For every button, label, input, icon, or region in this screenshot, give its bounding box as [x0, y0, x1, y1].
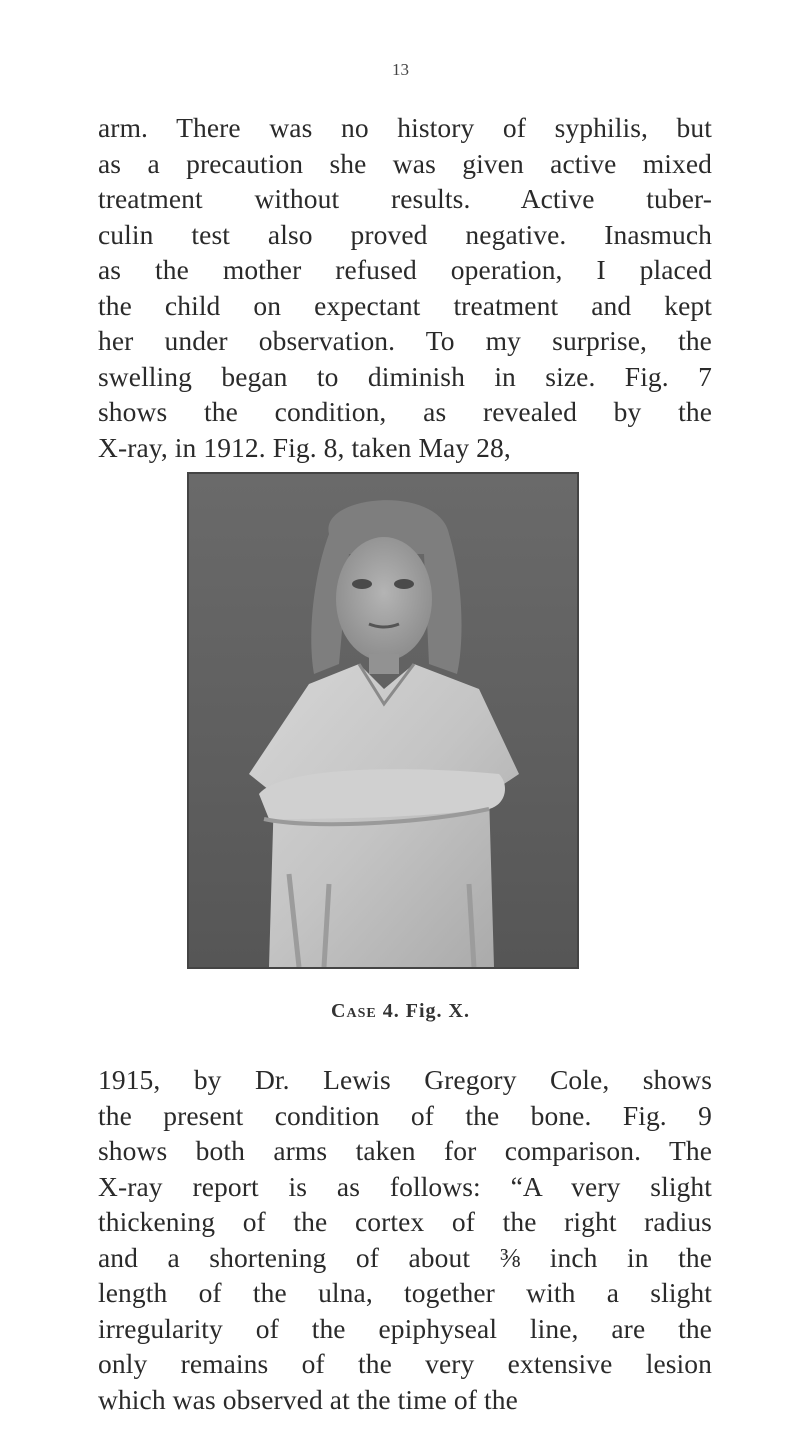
text-line: as a precaution she was given active mixed	[98, 147, 712, 179]
text-line: arm. There was no history of syphilis, but	[98, 112, 712, 143]
text-line: only remains of the very extensive lesion	[98, 1348, 712, 1379]
text-line: irregularity of the epiphyseal line, are the	[98, 1312, 712, 1344]
text-line: length of the ulna, together with a slight	[98, 1277, 712, 1308]
text-line: X-ray, in 1912. Fig. 8, taken May 28,	[98, 431, 511, 463]
text-line: the child on expectant treatment and kept	[98, 289, 712, 321]
text-line: as the mother refused operation, I placed	[98, 254, 712, 285]
text-line: treatment without results. Active tuber-	[98, 183, 712, 214]
paragraph-top	[98, 110, 712, 465]
text-line: thickening of the cortex of the right radius	[98, 1206, 712, 1237]
paragraph-bottom	[98, 1062, 712, 1417]
page-number: 13	[392, 60, 409, 79]
text-line: shows both arms taken for comparison. The	[98, 1135, 712, 1166]
caption-fig: Fig. X.	[405, 1000, 470, 1022]
caption-case: Case 4.	[331, 1000, 400, 1022]
text-line: her under observation. To my surprise, the	[98, 325, 712, 356]
text-line: swelling began to diminish in size. Fig. 7	[98, 360, 712, 392]
text-line: and a shortening of about ⅜ inch in the	[98, 1241, 712, 1273]
text-line: X-ray report is as follows: “A very slight	[98, 1170, 712, 1202]
figure-caption	[0, 1000, 801, 1023]
photograph-illustration	[189, 474, 577, 967]
text-line: which was observed at the time of the	[98, 1383, 518, 1415]
text-line: the present condition of the bone. Fig. 9	[98, 1099, 712, 1131]
text-line: shows the condition, as revealed by the	[98, 396, 712, 427]
photograph-child	[187, 472, 579, 969]
text-line: culin test also proved negative. Inasmuch	[98, 218, 712, 250]
text-line: 1915, by Dr. Lewis Gregory Cole, shows	[98, 1064, 712, 1095]
